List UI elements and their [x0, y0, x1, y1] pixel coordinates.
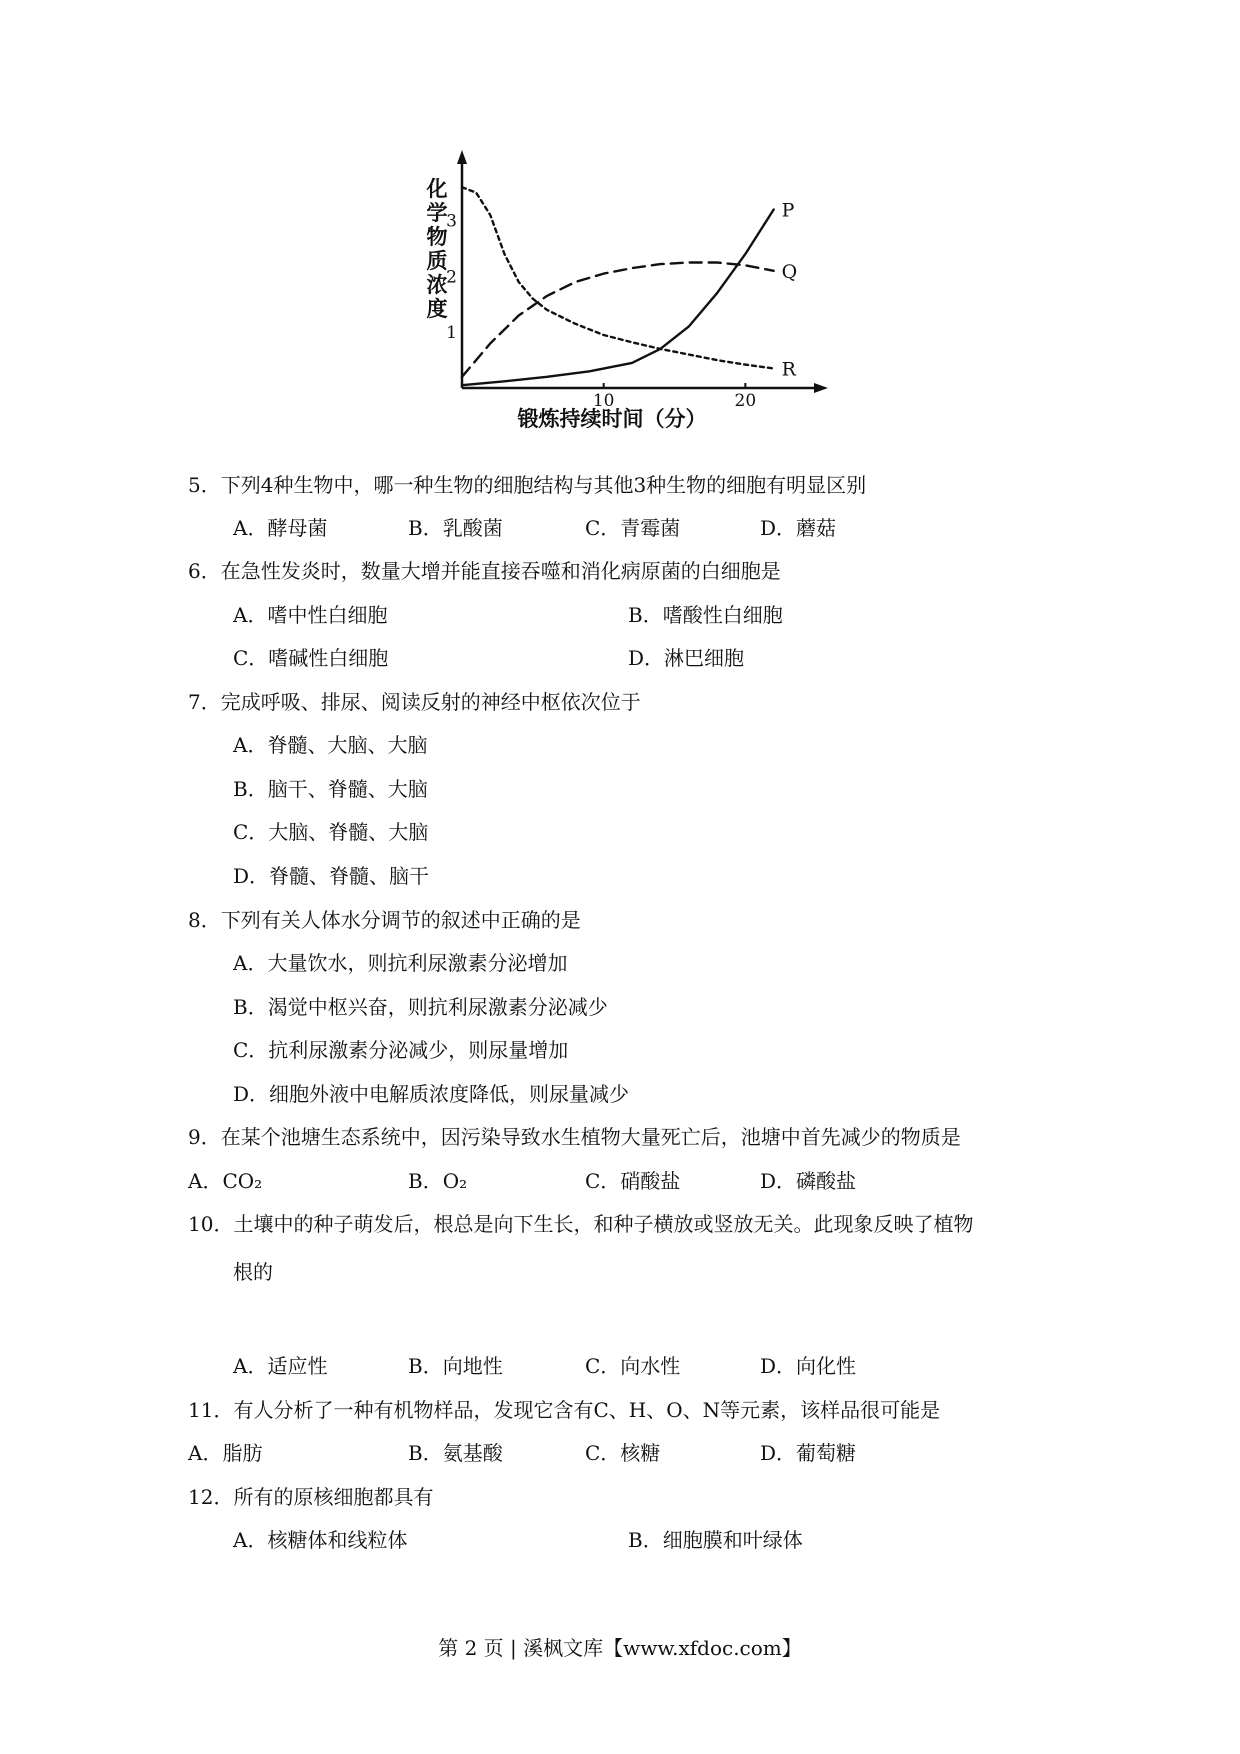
page-footer: 第 2 页 | 溪枫文库【www.xfdoc.com】 [438, 1636, 802, 1660]
y-axis-label-char: 质 [426, 249, 448, 273]
q8-option-a: A．大量饮水，则抗利尿激素分泌增加 [233, 951, 568, 975]
x-tick-label: 20 [734, 391, 757, 411]
series-label-r: R [781, 358, 796, 381]
question-8-stem: 8．下列有关人体水分调节的叙述中正确的是 [188, 908, 581, 932]
q6-option-c: C．嗜碱性白细胞 [233, 646, 389, 670]
series-label-q: Q [781, 260, 798, 283]
question-10-stem: 10．土壤中的种子萌发后，根总是向下生长，和种子横放或竖放无关。此现象反映了植物 [188, 1212, 974, 1236]
y-tick-label: 1 [446, 323, 457, 344]
x-axis-arrow [814, 383, 828, 393]
q10-option-b: B．向地性 [408, 1354, 503, 1378]
y-tick-label: 3 [446, 211, 457, 232]
y-axis-label-char: 度 [426, 297, 448, 321]
q7-option-a: A．脊髓、大脑、大脑 [233, 733, 428, 757]
series-label-p: P [781, 199, 795, 222]
q12-option-a: A．核糖体和线粒体 [233, 1528, 408, 1552]
q7-option-d: D．脊髓、脊髓、脑干 [233, 864, 430, 888]
q7-option-b: B．脑干、脊髓、大脑 [233, 777, 428, 801]
q9-option-c: C．硝酸盐 [585, 1169, 681, 1193]
q9-option-d: D．磷酸盐 [760, 1169, 857, 1193]
q5-option-b: B．乳酸菌 [408, 516, 503, 540]
q7-option-c: C．大脑、脊髓、大脑 [233, 820, 429, 844]
q6-option-a: A．嗜中性白细胞 [233, 603, 388, 627]
q11-option-d: D．葡萄糖 [760, 1441, 857, 1465]
question-5-stem: 5．下列4种生物中，哪一种生物的细胞结构与其他3种生物的细胞有明显区别 [188, 473, 867, 497]
question-7-stem: 7．完成呼吸、排尿、阅读反射的神经中枢依次位于 [188, 690, 641, 714]
y-axis-label-char: 化 [426, 177, 448, 201]
y-axis-label-char: 学 [426, 201, 448, 225]
q8-option-b: B．渴觉中枢兴奋，则抗利尿激素分泌减少 [233, 995, 608, 1019]
y-axis-arrow [457, 150, 467, 164]
q6-option-b: B．嗜酸性白细胞 [628, 603, 783, 627]
q12-option-b: B．细胞膜和叶绿体 [628, 1528, 803, 1552]
q10-option-a: A．适应性 [233, 1354, 328, 1378]
q11-option-b: B．氨基酸 [408, 1441, 503, 1465]
q6-option-d: D．淋巴细胞 [628, 646, 745, 670]
q5-option-c: C．青霉菌 [585, 516, 681, 540]
q5-option-d: D．蘑菇 [760, 516, 837, 540]
y-axis-label-char: 浓 [426, 273, 448, 297]
q8-option-d: D．细胞外液中电解质浓度降低，则尿量减少 [233, 1082, 630, 1106]
q8-option-c: C．抗利尿激素分泌减少，则尿量增加 [233, 1038, 569, 1062]
q10-option-c: C．向水性 [585, 1354, 681, 1378]
q9-option-a: A．CO₂ [188, 1169, 263, 1193]
series-line-p [462, 210, 774, 386]
question-9-stem: 9．在某个池塘生态系统中，因污染导致水生植物大量死亡后，池塘中首先减少的物质是 [188, 1125, 961, 1149]
y-tick-label: 2 [446, 267, 457, 288]
q5-option-a: A．酵母菌 [233, 516, 328, 540]
chart-labels [426, 177, 798, 431]
q11-option-a: A．脂肪 [188, 1441, 263, 1465]
question-11-stem: 11．有人分析了一种有机物样品，发现它含有C、H、O、N等元素，该样品很可能是 [188, 1398, 941, 1422]
q10-option-d: D．向化性 [760, 1354, 857, 1378]
question-10-stem-continued: 根的 [233, 1260, 273, 1284]
q9-option-b: B．O₂ [408, 1169, 468, 1193]
y-axis-label-char: 物 [426, 225, 448, 249]
x-axis-label: 锻炼持续时间（分） [517, 407, 707, 431]
x-tick-label: 10 [592, 391, 615, 411]
q11-option-c: C．核糖 [585, 1441, 661, 1465]
chart-series [462, 187, 774, 385]
concentration-chart [426, 160, 860, 460]
question-12-stem: 12．所有的原核细胞都具有 [188, 1485, 434, 1509]
question-6-stem: 6．在急性发炎时，数量大增并能直接吞噬和消化病原菌的白细胞是 [188, 559, 781, 583]
